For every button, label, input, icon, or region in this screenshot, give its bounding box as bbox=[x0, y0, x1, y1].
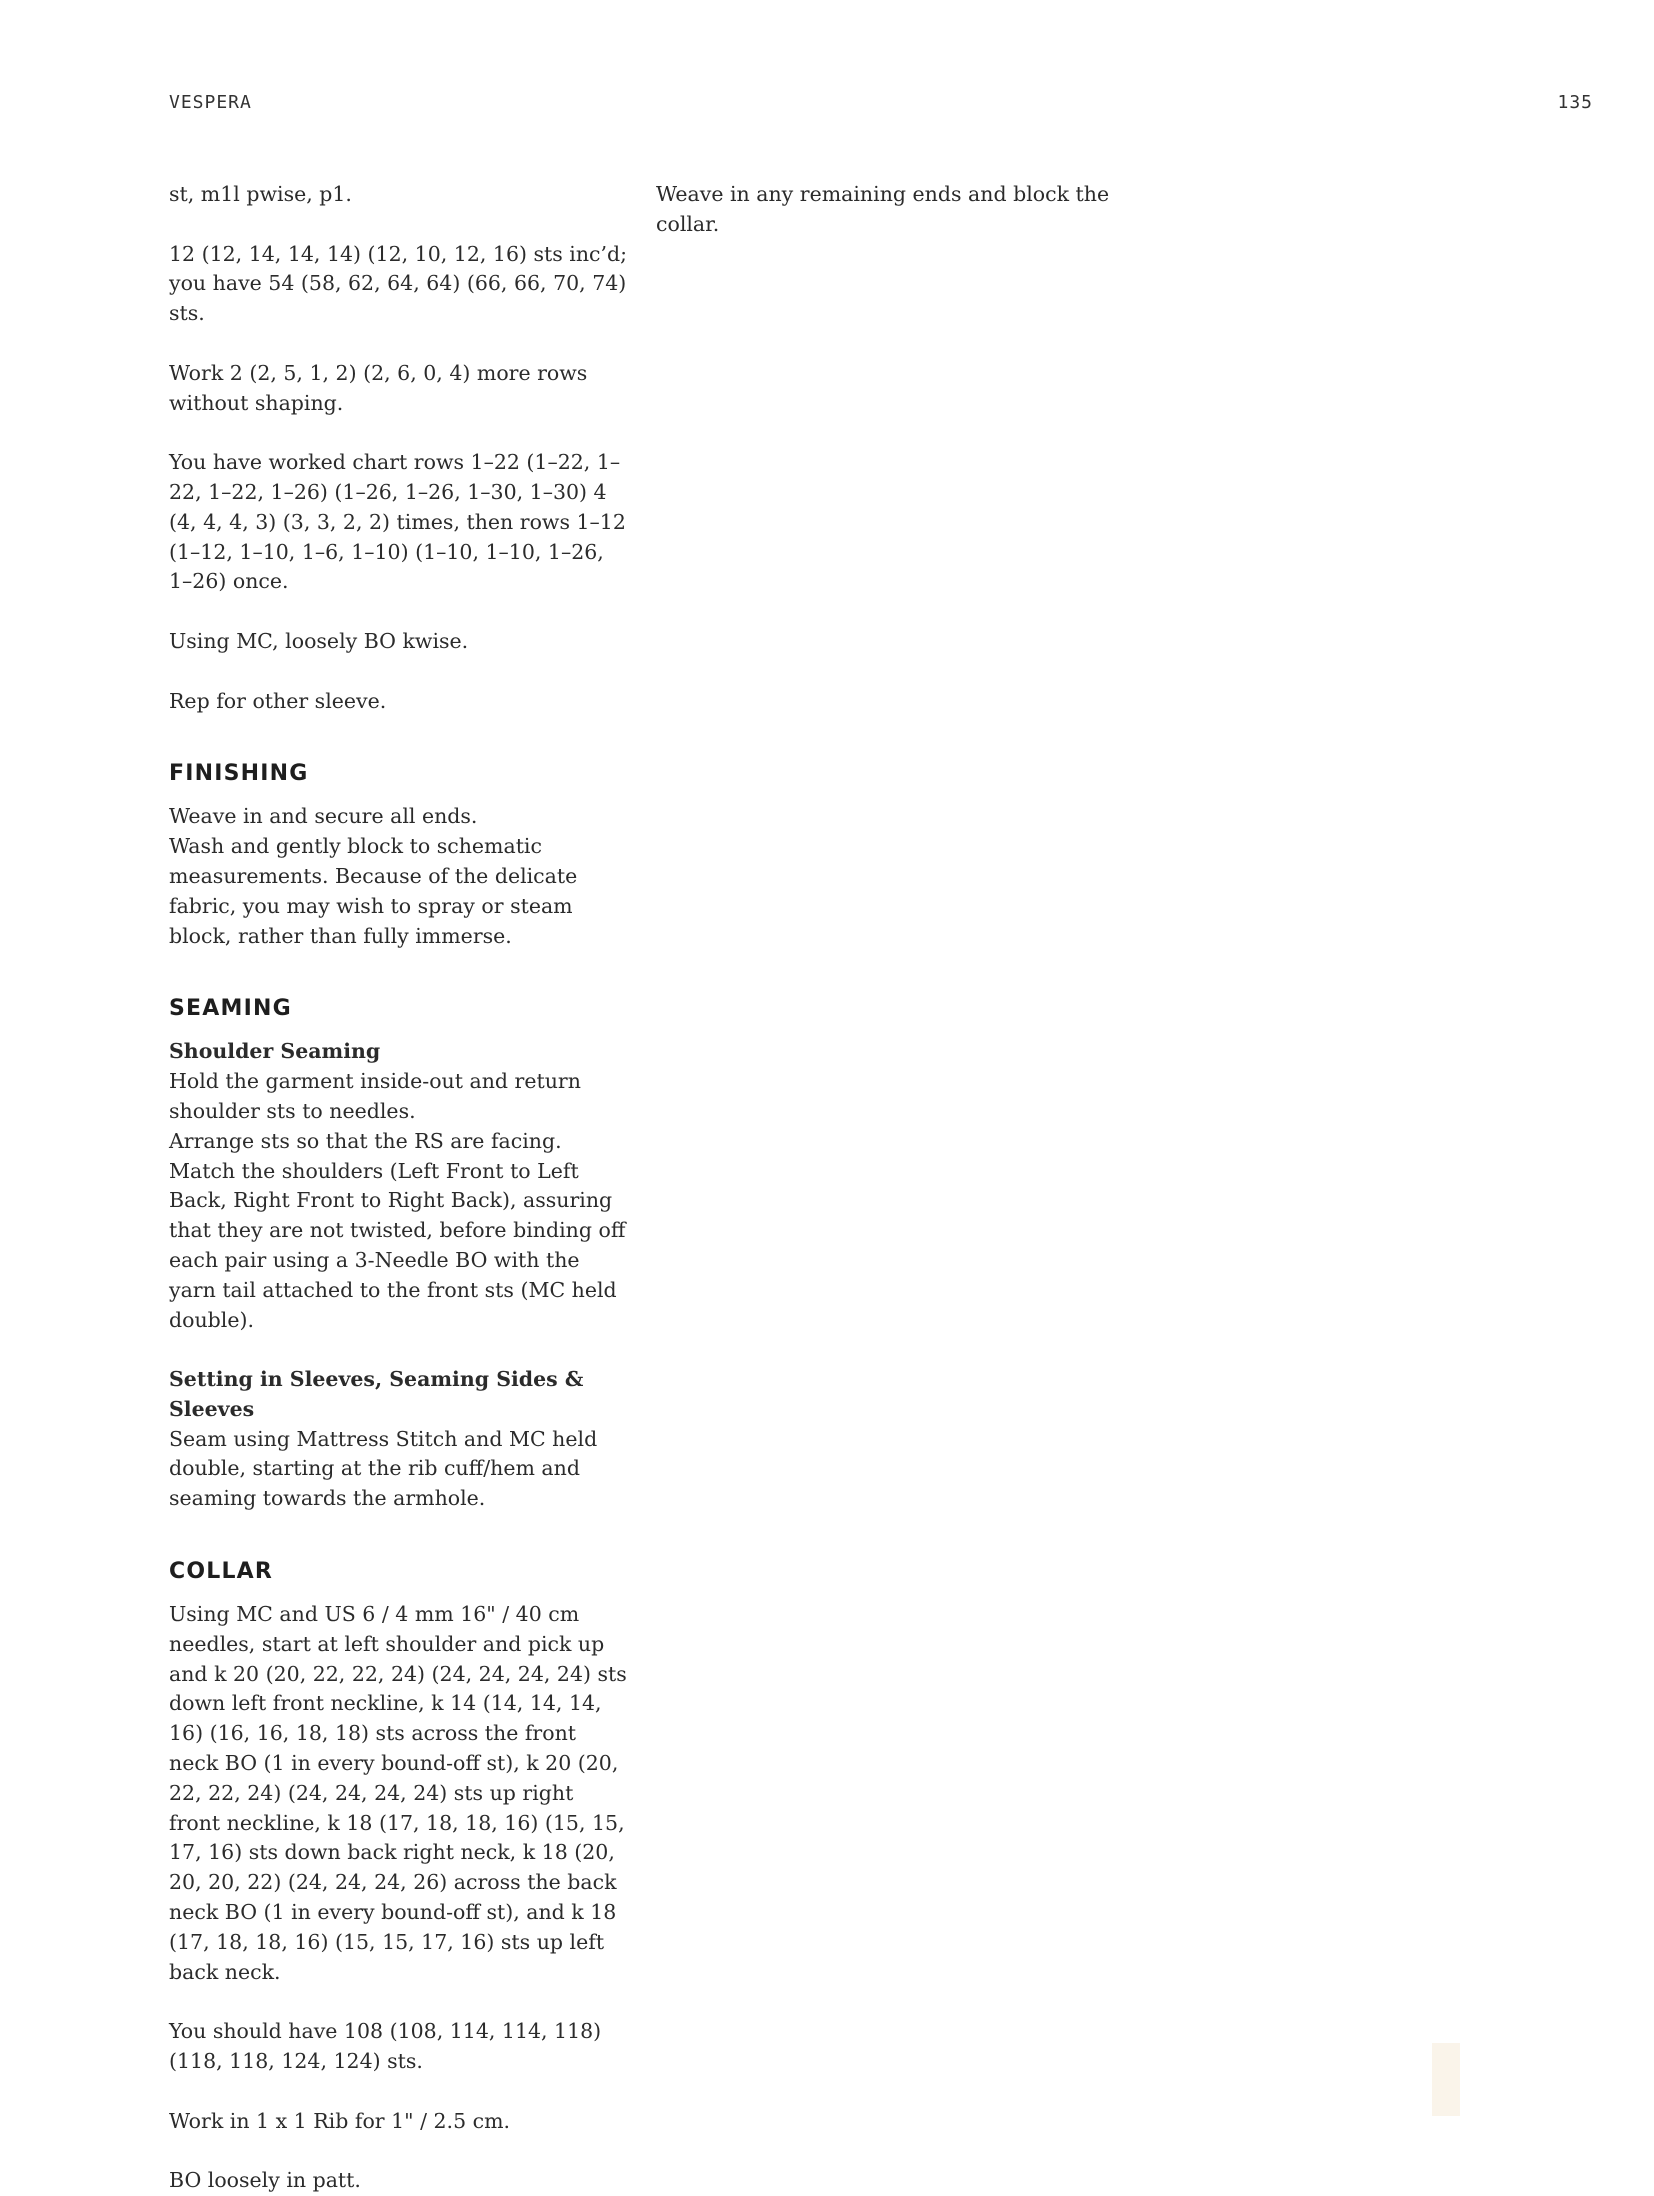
sleeves-seaming-title: Setting in Sleeves, Seaming Sides & Sleeves bbox=[169, 1367, 584, 1421]
finishing-paragraph bbox=[169, 802, 629, 951]
shoulder-line-1: Hold the garment inside-out and return shoulder sts to needles. bbox=[169, 1069, 581, 1123]
page-number: 135 bbox=[1557, 92, 1593, 113]
collar-bind-off-text: BO loosely in patt. bbox=[169, 2168, 361, 2193]
collar-total-text: You should have 108 (108, 114, 114, 118) (118, 118, 124, 124) sts. bbox=[169, 2019, 602, 2074]
running-title: VESPERA bbox=[169, 92, 252, 113]
repeat-text: Rep for other sleeve. bbox=[169, 688, 387, 713]
shoulder-seaming-title: Shoulder Seaming bbox=[169, 1039, 381, 1064]
page-header bbox=[169, 92, 1593, 116]
sleeves-seaming-text: Seam using Mattress Stitch and MC held double, starting at the rib cuff/hem and seaming towards the armhole. bbox=[169, 1426, 598, 1511]
shoulder-line-2: Arrange sts so that the RS are facing. bbox=[169, 1128, 562, 1153]
finishing-line-1: Weave in and secure all ends. bbox=[169, 804, 478, 829]
seaming-heading: SEAMING bbox=[169, 996, 292, 1022]
chart-rows-text: You have worked chart rows 1–22 (1–22, 1–22, 1–22, 1–26) (1–26, 1–26, 1–30, 1–30) 4 (4, 4, 4, 3) (3, 3, 2, 2) times, then rows 1–12 (1–12, 1–10, 1–6, 1–10) (1–10, 1–10, 1–26, 1–26) once. bbox=[169, 450, 626, 594]
increase-summary: 12 (12, 14, 14, 14) (12, 10, 12, 16) sts inc’d; you have 54 (58, 62, 64, 64) (66, 66, 70, 74) sts. bbox=[169, 241, 628, 326]
page-edge-tab bbox=[1432, 2043, 1460, 2116]
final-step-text: Weave in any remaining ends and block the collar. bbox=[656, 182, 1110, 236]
more-rows-text: Work 2 (2, 5, 1, 2) (2, 6, 0, 4) more rows without shaping. bbox=[169, 360, 588, 415]
collar-heading: COLLAR bbox=[169, 1559, 274, 1585]
finishing-line-2: Wash and gently block to schematic measurements. Because of the delicate fabric, you may wish to spray or steam block, rather than fully immerse. bbox=[169, 834, 578, 948]
shoulder-seaming-block bbox=[169, 1037, 629, 1335]
bind-off-text: Using MC, loosely BO kwise. bbox=[169, 628, 469, 653]
collar-pickup-text: Using MC and US 6 / 4 mm 16" / 40 cm needles, start at left shoulder and pick up and k 20 (20, 22, 22, 24) (24, 24, 24, 24) sts down left front neckline, k 14 (14, 14, 14, 16) (16, 16, 18, 18) sts across the front neck BO (1 in every bound-off st), k 20 (20, 22, 22, 24) (24, 24, 24, 24) sts up right front neckline, k 18 (17, 18, 18, 16) (15, 15, 17, 16) sts down back right neck, k 18 (20, 20, 20, 22) (24, 24, 24, 26) across the back neck BO (1 in every bound-off st), and k 18 (17, 18, 18, 16) (15, 15, 17, 16) sts up left back neck. bbox=[169, 1602, 627, 1984]
shoulder-line-3: Match the shoulders (Left Front to Left Back, Right Front to Right Back), assuring that they are not twisted, before binding off each pair using a 3-Needle BO with the yarn tail attached to the front sts (MC held double). bbox=[169, 1158, 626, 1332]
left-column bbox=[169, 180, 629, 2196]
continuation-text: st, m1l pwise, p1. bbox=[169, 182, 352, 206]
right-column bbox=[656, 180, 1116, 240]
finishing-heading: FINISHING bbox=[169, 761, 309, 787]
sleeves-seaming-block bbox=[169, 1365, 629, 1514]
collar-rib-text: Work in 1 x 1 Rib for 1" / 2.5 cm. bbox=[169, 2108, 511, 2133]
